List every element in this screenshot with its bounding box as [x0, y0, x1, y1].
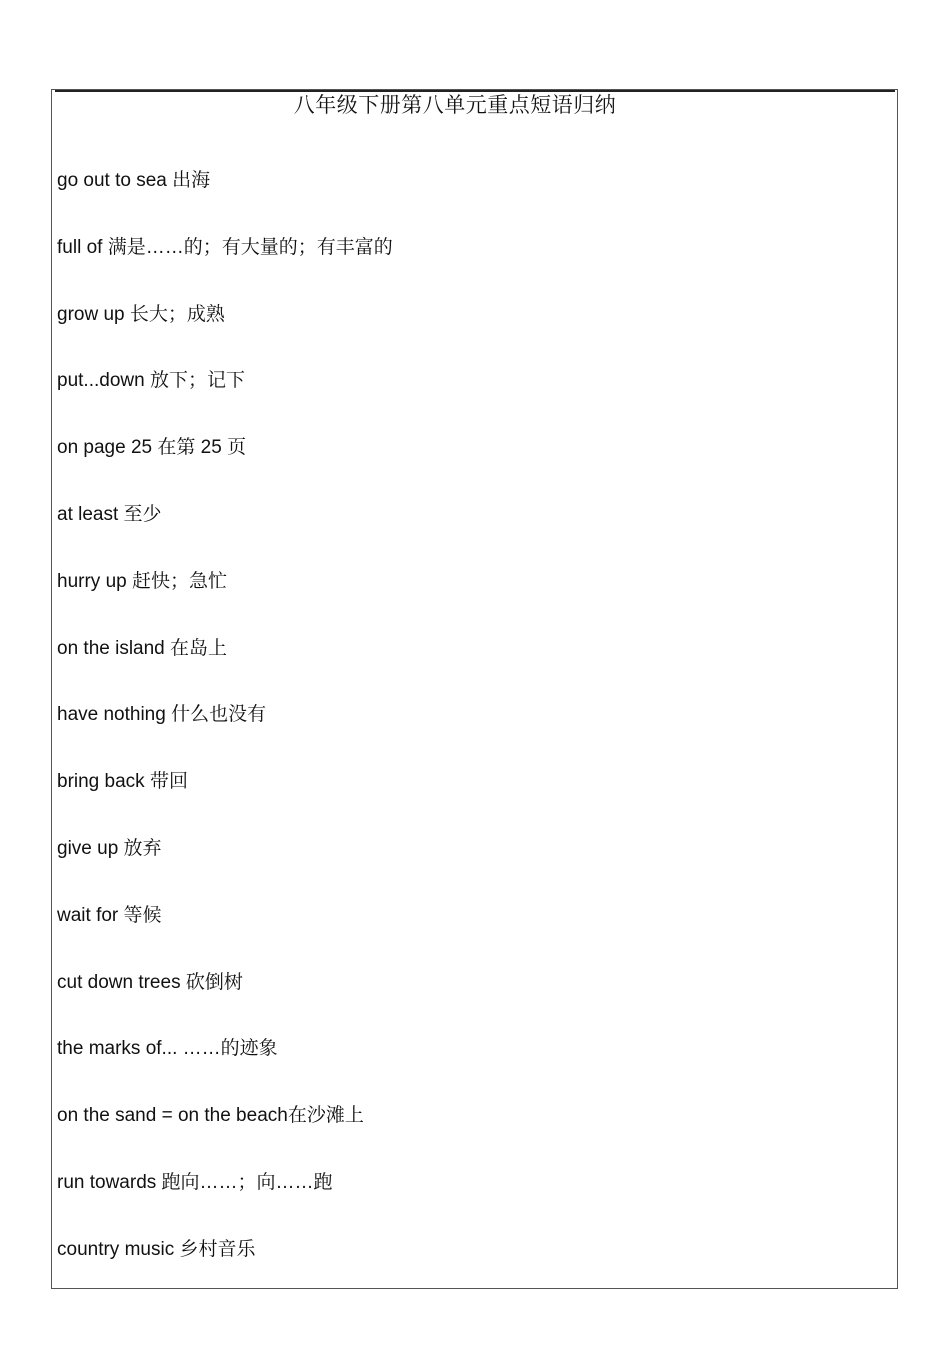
phrase-item: [57, 500, 393, 567]
phrase-chinese: 赶快；急忙: [131, 570, 227, 592]
phrase-english: grow up: [57, 303, 130, 325]
phrase-chinese: 在第 25 页: [157, 437, 247, 459]
phrase-list: [57, 166, 393, 1302]
phrase-chinese: 长大；成熟: [129, 303, 225, 325]
phrase-english: country music: [57, 1238, 180, 1260]
phrase-chinese: 放弃: [123, 837, 162, 859]
phrase-item: [57, 834, 393, 901]
phrase-item: [57, 166, 393, 233]
phrase-chinese: 跑向……；向……跑: [161, 1171, 333, 1193]
phrase-item: [57, 901, 393, 968]
phrase-chinese: 至少: [123, 503, 162, 525]
phrase-chinese: 带回: [149, 771, 188, 793]
phrase-english: give up: [57, 837, 124, 859]
phrase-chinese: 在沙滩上: [287, 1105, 364, 1127]
phrase-item: [57, 1101, 393, 1168]
phrase-english: bring back: [57, 771, 150, 793]
phrase-english: wait for: [57, 904, 124, 926]
phrase-english: run towards: [57, 1171, 162, 1193]
phrase-chinese: ……的迹象: [182, 1038, 278, 1060]
phrase-item: [57, 366, 393, 433]
phrase-english: go out to sea: [57, 170, 173, 191]
phrase-chinese: 在岛上: [170, 637, 228, 659]
phrase-english: cut down trees: [57, 971, 186, 993]
phrase-chinese: 满是……的；有大量的；有丰富的: [107, 236, 393, 258]
phrase-item: [57, 700, 393, 767]
phrase-english: at least: [57, 503, 124, 525]
phrase-item: [57, 634, 393, 701]
phrase-english: put...down: [57, 370, 150, 392]
phrase-item: [57, 1235, 393, 1302]
phrase-english: on the sand = on the beach: [57, 1105, 288, 1127]
phrase-chinese: 砍倒树: [185, 971, 243, 993]
phrase-english: the marks of...: [57, 1038, 183, 1060]
phrase-item: [57, 968, 393, 1035]
phrase-item: [57, 567, 393, 634]
phrase-english: have nothing: [57, 704, 172, 726]
phrase-english: on the island: [57, 637, 171, 659]
phrase-chinese: 放下；记下: [149, 370, 245, 392]
phrase-item: [57, 767, 393, 834]
phrase-item: [57, 433, 393, 500]
phrase-english: hurry up: [57, 570, 132, 592]
phrase-item: [57, 1034, 393, 1101]
phrase-chinese: 出海: [172, 170, 211, 191]
phrase-item: [57, 233, 393, 300]
phrase-item: [57, 1168, 393, 1235]
phrase-chinese: 什么也没有: [171, 704, 267, 726]
phrase-item: [57, 300, 393, 367]
phrase-chinese: 乡村音乐: [179, 1238, 256, 1260]
page-title: 八年级下册第八单元重点短语归纳: [293, 94, 617, 117]
phrase-english: on page 25: [57, 437, 158, 459]
phrase-chinese: 等候: [123, 904, 162, 926]
phrase-english: full of: [57, 236, 108, 258]
